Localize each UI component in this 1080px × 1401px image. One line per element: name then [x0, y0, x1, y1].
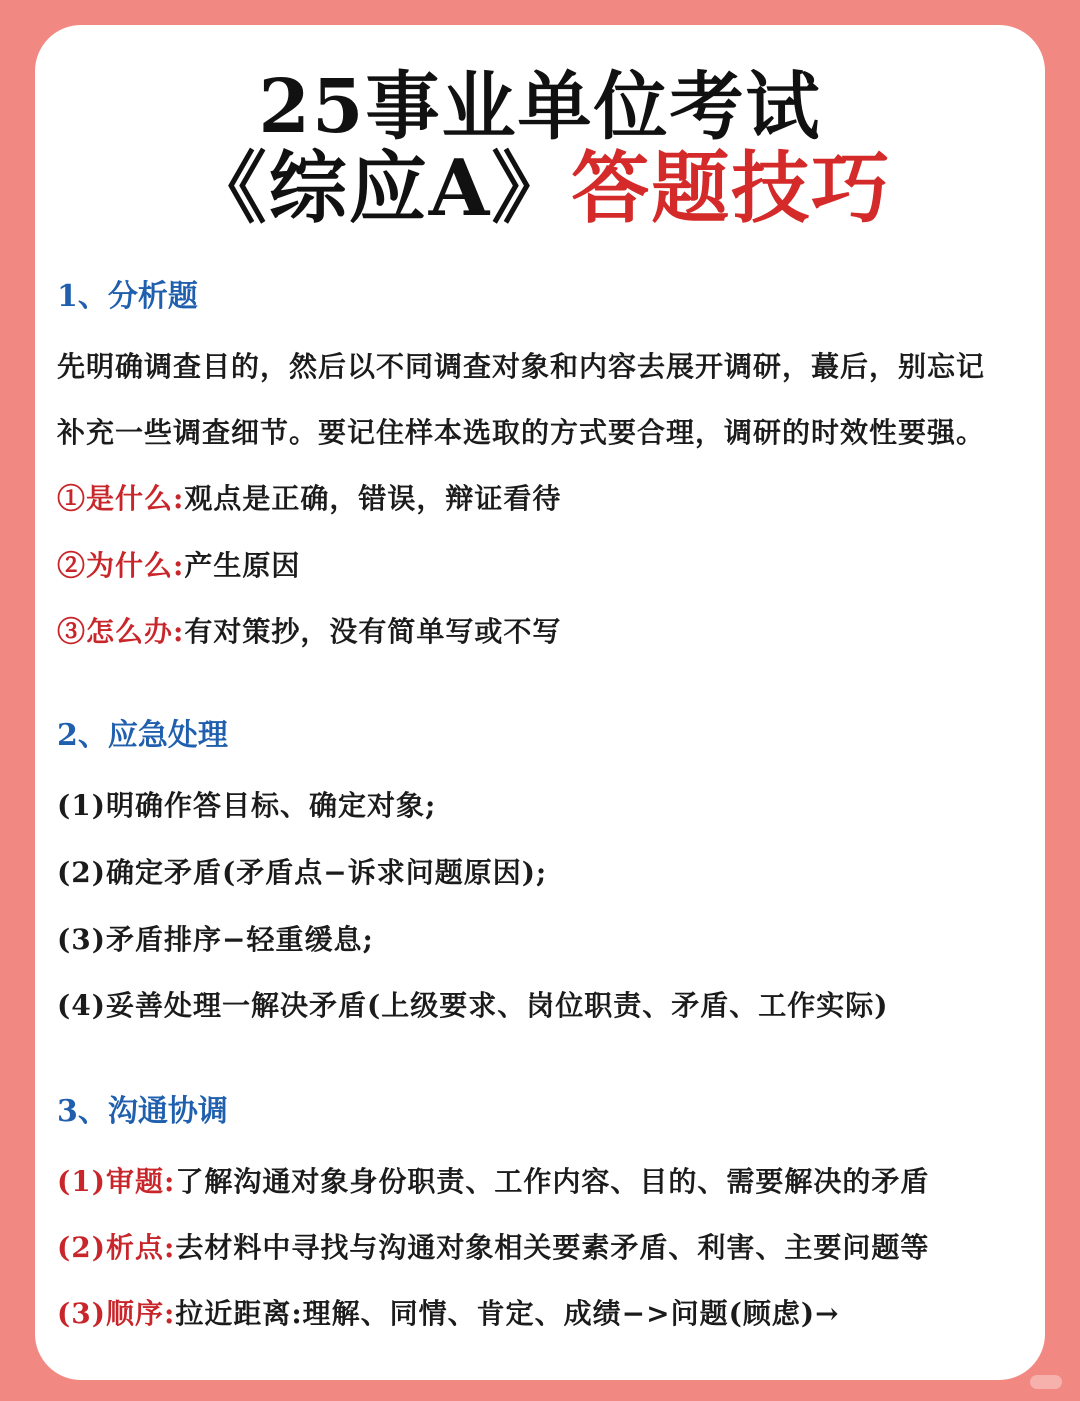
watermark-badge — [1030, 1375, 1062, 1389]
item-text: 有对策抄，没有简单写或不写 — [184, 615, 562, 648]
emergency-step-2: (2)确定矛盾(矛盾点−诉求问题原因); — [57, 856, 548, 889]
analysis-paragraph-line-1: 先明确调查目的，然后以不同调查对象和内容去展开调研，蕞后，别忘记 — [57, 350, 986, 383]
item-text: 观点是正确，错误，辩证看待 — [184, 482, 562, 515]
section-heading-emergency: 2、应急处理 — [57, 718, 228, 753]
emergency-step-4: (4)妥善处理一解决矛盾(上级要求、岗位职责、矛盾、工作实际) — [57, 989, 889, 1022]
item-label: (1)审题: — [57, 1165, 176, 1198]
item-text: 拉近距离:理解、同情、肯定、成绩−>问题(顾虑)→ — [175, 1297, 840, 1330]
item-text: 去材料中寻找与沟通对象相关要素矛盾、利害、主要问题等 — [175, 1231, 930, 1264]
analysis-item-what — [57, 479, 561, 519]
emergency-step-3: (3)矛盾排序−轻重缓息; — [57, 923, 374, 956]
emergency-step-1: (1)明确作答目标、确定对象; — [57, 789, 437, 822]
item-label: (2)析点: — [57, 1231, 176, 1264]
page-title-line-1: 25事业单位考试 — [258, 64, 822, 150]
item-text: 产生原因 — [184, 549, 301, 582]
communication-step-1 — [57, 1162, 929, 1202]
communication-step-3 — [57, 1294, 840, 1334]
title-book-name: 《综应A》 — [188, 143, 572, 234]
item-label: ①是什么: — [57, 482, 185, 515]
page-title-line-2 — [0, 142, 1080, 236]
item-text: 了解沟通对象身份职责、工作内容、目的、需要解决的矛盾 — [175, 1165, 930, 1198]
section-heading-communication: 3、沟通协调 — [57, 1094, 228, 1129]
analysis-item-how — [57, 612, 561, 652]
item-label: ②为什么: — [57, 549, 185, 582]
item-label: ③怎么办: — [57, 615, 185, 648]
communication-step-2 — [57, 1228, 929, 1268]
item-label: (3)顺序: — [57, 1297, 176, 1330]
section-heading-analysis: 1、分析题 — [57, 279, 198, 314]
analysis-paragraph-line-2: 补充一些调查细节。要记住样本选取的方式要合理，调研的时效性要强。 — [57, 416, 986, 449]
analysis-item-why — [57, 546, 300, 586]
title-highlight: 答题技巧 — [571, 143, 892, 234]
